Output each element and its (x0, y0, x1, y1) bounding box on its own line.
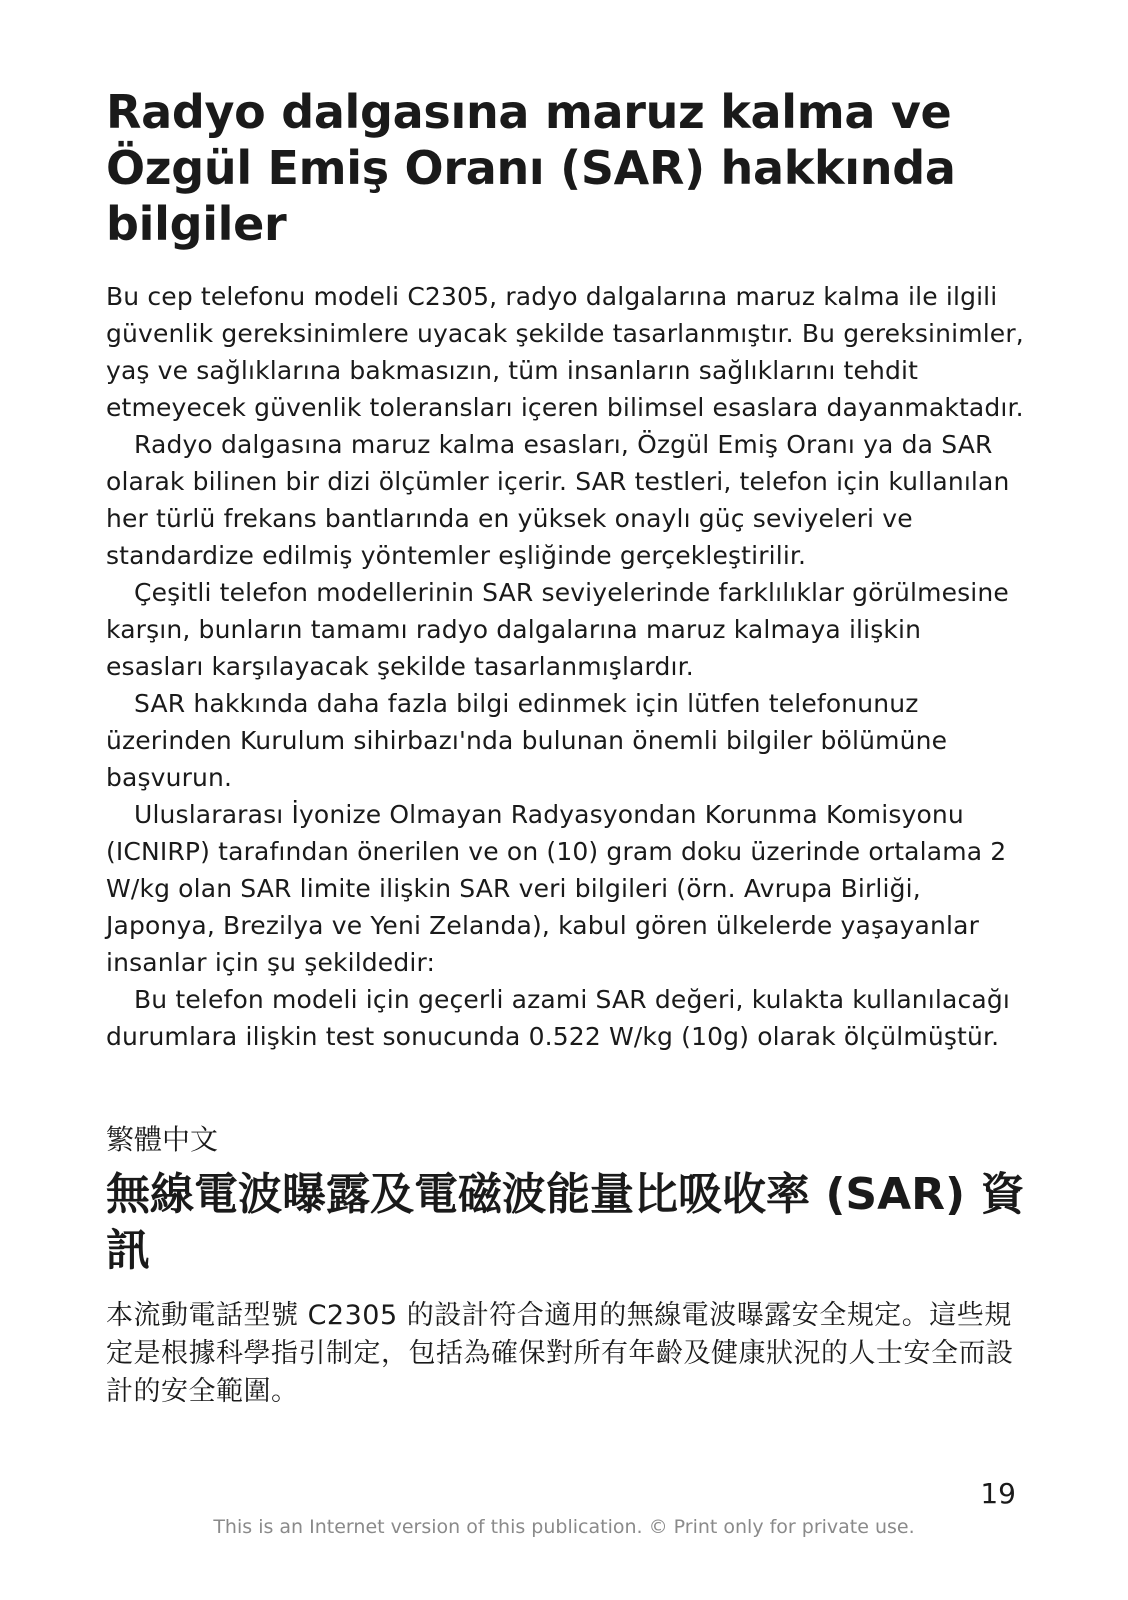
chinese-section-title: 無線電波曝露及電磁波能量比吸收率 (SAR) 資訊 (106, 1169, 1025, 1276)
turkish-section-title: Radyo dalgasına maruz kalma ve Özgül Emiş Oranı (SAR) hakkında bilgiler (106, 85, 956, 251)
page-content (106, 84, 1026, 1411)
turkish-paragraph: Bu cep telefonu modeli C2305, radyo dalgalarına maruz kalma ile ilgili güvenlik gereksinimlere uyacak şekilde tasarlanmıştır. Bu gereksinimler, yaş ve sağlıklarına bakmasızın, tüm insanların sağlıklarını tehdit etmeyecek güvenlik toleransları içeren bilimsel esaslara dayanmaktadır. (106, 282, 1024, 422)
turkish-paragraph: SAR hakkında daha fazla bilgi edinmek için lütfen telefonunuz üzerinden Kurulum sihirbazı'nda bulunan önemli bilgiler bölümüne başvurun. (106, 689, 948, 792)
turkish-paragraph: Çeşitli telefon modellerinin SAR seviyelerinde farklılıklar görülmesine karşın, bunların tamamı radyo dalgalarına maruz kalmaya ilişkin esasları karşılayacak şekilde tasarlanmışlardır. (106, 578, 1009, 681)
turkish-paragraph: Bu telefon modeli için geçerli azami SAR değeri, kulakta kullanılacağı durumlara ilişkin test sonucunda 0.522 W/kg (10g) olarak ölçülmüştür. (106, 985, 1010, 1051)
page-number: 19 (980, 1477, 1016, 1510)
chinese-section-body (106, 1297, 1026, 1411)
turkish-paragraph: Radyo dalgasına maruz kalma esasları, Özgül Emiş Oranı ya da SAR olarak bilinen bir dizi ölçümler içerir. SAR testleri, telefon için kullanılan her türlü frekans bantlarında en yüksek onaylı güç seviyeleri ve standardize edilmiş yöntemler eşliğinde gerçekleştirilir. (106, 430, 1010, 570)
turkish-section-body (106, 278, 1026, 1055)
chinese-paragraph: 本流動電話型號 C2305 的設計符合適用的無線電波曝露安全規定。這些規定是根據科學指引制定，包括為確保對所有年齡及健康狀況的人士安全而設計的安全範圍。 (106, 1300, 1014, 1407)
footer-notice: This is an Internet version of this publication. © Print only for private use. (213, 1516, 915, 1538)
chinese-language-label: 繁體中文 (106, 1123, 219, 1156)
turkish-paragraph: Uluslararası İyonize Olmayan Radyasyondan Korunma Komisyonu (ICNIRP) tarafından önerilen ve on (10) gram doku üzerinde ortalama 2 W/kg olan SAR limite ilişkin SAR veri bilgileri (örn. Avrupa Birliği, Japonya, Brezilya ve Yeni Zelanda), kabul gören ülkelerde yaşayanlar insanlar için şu şekildedir: (106, 800, 1007, 977)
